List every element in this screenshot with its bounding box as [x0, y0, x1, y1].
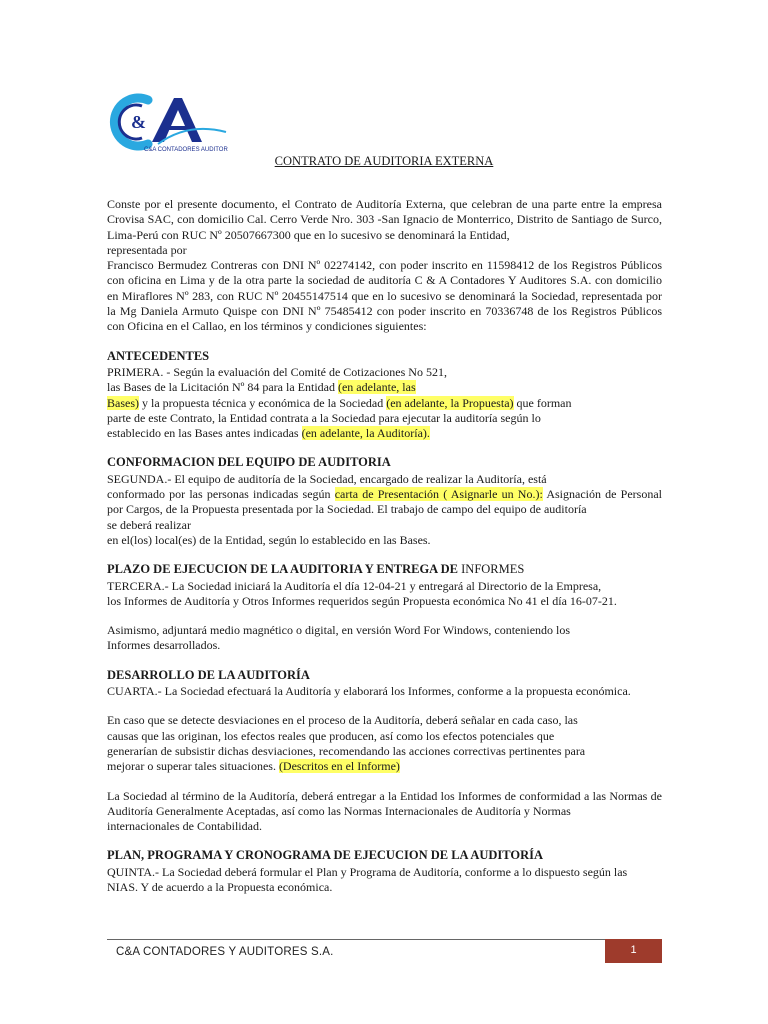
intro-paragraph-2: Francisco Bermudez Contreras con DNI Nº 02274142, con poder inscrito en 11598412 de los Registros Públicos con oficina en Lima y de la otra parte la sociedad de auditoría C & A Contadores Y Auditores S.A. con domicilio en Miraflores Nº 283, con RUC Nº 20455147514 que en lo sucesivo se denominará la Sociedad, representada por la Mg Daniela Armuto Quispe con DNI Nº 75485412 con poder inscrito en 70336748 de los Registros Públicos con Oficina en el Callao, en los términos y condiciones siguientes: — [107, 258, 662, 334]
highlight: (en adelante, la Propuesta) — [386, 395, 514, 410]
plazo-line-3: Asimismo, adjuntará medio magnético o digital, en versión Word For Windows, conteniendo los — [107, 623, 571, 638]
desarrollo-paragraph-2: La Sociedad al término de la Auditoría, deberá entregar a la Entidad los Informes de conformidad a las Normas de Auditoría Generalmente Aceptadas, así como las Normas Internacionales de Auditoría y Normas internacionales de Contabilidad. — [107, 788, 662, 834]
antecedentes-line-3: Bases) y la propuesta técnica y económica de la Sociedad (en adelante, la Propuesta) que forman — [107, 395, 572, 410]
highlight: Bases) — [107, 395, 139, 410]
company-logo — [108, 92, 228, 154]
document-title: CONTRATO DE AUDITORIA EXTERNA — [274, 154, 494, 168]
section-heading-plan: PLAN, PROGRAMA Y CRONOGRAMA DE EJECUCION DE LA AUDITORÍA — [107, 848, 544, 863]
page-number: 1 — [630, 944, 637, 956]
intro-paragraph-1: Conste por el presente documento, el Contrato de Auditoría Externa, que celebran de una parte entre la empresa Crovisa SAC, con domicilio Cal. Cerro Verde Nro. 303 -San Ignacio de Monterrico, Distrito de Santiago de Surco, Lima-Perú con RUC Nº 20507667300 que en lo sucesivo se denominará la Entidad, representada por — [107, 197, 662, 257]
plazo-line-4: Informes desarrollados. — [107, 638, 221, 653]
antecedentes-line-2: las Bases de la Licitación Nº 84 para la Entidad (en adelante, las — [107, 380, 416, 395]
document-body — [107, 197, 662, 895]
desarrollo-line-3: causas que las originan, los efectos reales que producen, así como los efectos potenciales que — [107, 728, 555, 743]
section-heading-plazo: PLAZO DE EJECUCION DE LA AUDITORIA Y ENTREGA DE INFORMES — [107, 562, 525, 577]
desarrollo-line-2: En caso que se detecte desviaciones en el proceso de la Auditoría, deberá señalar en cada caso, las — [107, 713, 578, 728]
svg-text:&: & — [131, 112, 146, 132]
section-heading-antecedentes: ANTECEDENTES — [107, 348, 210, 363]
conformacion-paragraph: conformado por las personas indicadas según carta de Presentación ( Asignarle un No.): Asignación de Personal por Cargos, de la Propuesta presentada por la Sociedad. El trabajo de campo del equipo de auditoría se deberá realizar — [107, 487, 663, 532]
plazo-line-1: TERCERA.- La Sociedad iniciará la Auditoría el día 12-04-21 y entregará al Directorio de la Empresa, — [107, 578, 602, 593]
section-heading-desarrollo: DESARROLLO DE LA AUDITORÍA — [107, 667, 310, 682]
plan-paragraph: QUINTA.- La Sociedad deberá formular el Plan y Programa de Auditoría, conforme a lo dispuesto según las NIAS. Y de acuerdo a la Propuesta económica. — [107, 864, 628, 894]
highlight: carta de Presentación ( Asignarle un No.): — [334, 487, 543, 502]
antecedentes-line-4: parte de este Contrato, la Entidad contrata a la Sociedad para ejecutar la auditoría según lo — [107, 410, 541, 425]
antecedentes-line-1: PRIMERA. - Según la evaluación del Comité de Cotizaciones No 521, — [107, 364, 447, 379]
desarrollo-line-4: generarían de subsistir dichas desviaciones, recomendando las acciones correctivas pertinentes para — [107, 743, 586, 758]
footer-company: C&A CONTADORES Y AUDITORES S.A. — [116, 946, 334, 958]
page-number-box — [605, 939, 662, 963]
conformacion-line-3: en el(los) local(es) de la Entidad, según lo establecido en las Bases. — [107, 532, 431, 547]
highlight: (en adelante, las — [337, 380, 416, 395]
plazo-line-2: los Informes de Auditoría y Otros Informes requeridos según Propuesta económica No 41 el día 16-07-21. — [107, 593, 617, 608]
desarrollo-line-5: mejorar o superar tales situaciones. (Descritos en el Informe) — [107, 759, 400, 774]
antecedentes-line-5: establecido en las Bases antes indicadas (en adelante, la Auditoría). — [107, 426, 430, 441]
footer-divider — [107, 939, 662, 940]
highlight: (en adelante, la Auditoría). — [301, 426, 430, 441]
conformacion-line-1: SEGUNDA.- El equipo de auditoría de la Sociedad, encargado de realizar la Auditoría, está — [107, 471, 547, 486]
highlight: (Descritos en el Informe) — [278, 759, 400, 774]
logo-text: C&A CONTADORES AUDITORES — [144, 147, 228, 153]
section-heading-conformacion: CONFORMACION DEL EQUIPO DE AUDITORIA — [107, 455, 391, 470]
desarrollo-line-1: CUARTA.- La Sociedad efectuará la Auditoría y elaborará los Informes, conforme a la propuesta económica. — [107, 684, 631, 699]
